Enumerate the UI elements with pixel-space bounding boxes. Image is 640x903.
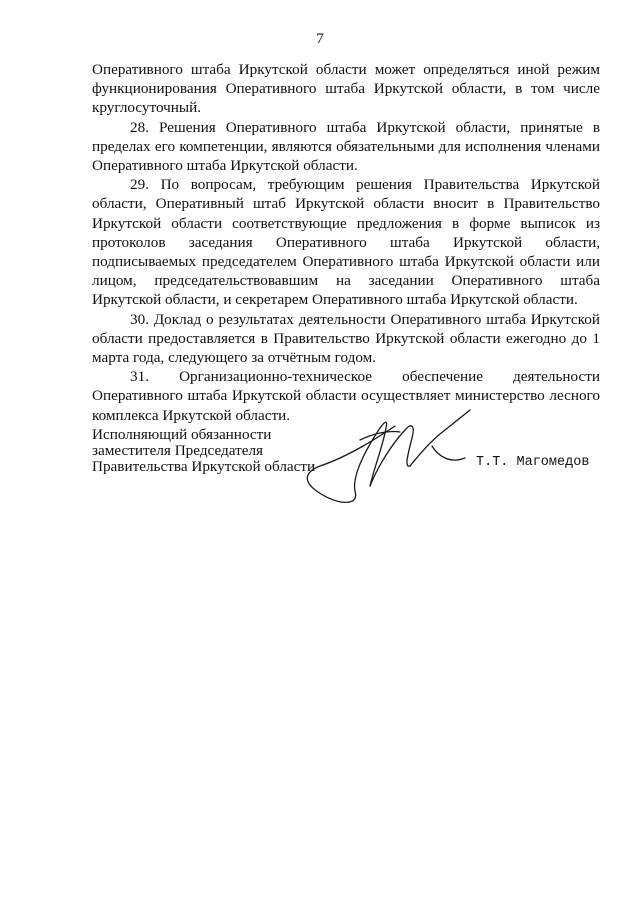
document-body — [92, 60, 600, 425]
paragraph-item-29: 29. По вопросам, требующим решения Правительства Иркутской области, Оперативный штаб Иркутской области вносит в Правительство Иркутской области соответствующие предложения в форме выписок из протоколов заседания Оперативного штаба Иркутской области, подписываемых председателем Оперативного штаба Иркутской области или лицом, председательствовавшим на заседании Оперативного штаба Иркутской области, и секретарем Оперативного штаба Иркутской области. — [92, 176, 600, 309]
paragraph-item-30: 30. Доклад о результатах деятельности Оперативного штаба Иркутской области предоставляется в Правительство Иркутской области ежегодно до 1 марта года, следующего за отчётным годом. — [92, 310, 600, 367]
signer-name: Т.Т. Магомедов — [476, 455, 590, 470]
signatory-block — [92, 427, 315, 475]
handwritten-signature — [300, 406, 475, 511]
signatory-position-line-1: Исполняющий обязанности — [92, 426, 272, 443]
paragraph-item-28: 28. Решения Оперативного штаба Иркутской области, принятые в пределах его компетенции, являются обязательными для исполнения членами Оперативного штаба Иркутской области. — [92, 118, 600, 175]
paragraph-continuation: Оперативного штаба Иркутской области может определяться иной режим функционирования Оперативного штаба Иркутской области, в том числе круглосуточный. — [92, 61, 600, 117]
signatory-position-line-2: заместителя Председателя — [92, 442, 264, 459]
paragraph-item-31: 31. Организационно-техническое обеспечение деятельности Оперативного штаба Иркутской области осуществляет министерство лесного комплекса Иркутской области. — [92, 368, 600, 424]
signatory-position-line-3: Правительства Иркутской области — [92, 458, 316, 475]
page-number: 7 — [316, 31, 324, 47]
